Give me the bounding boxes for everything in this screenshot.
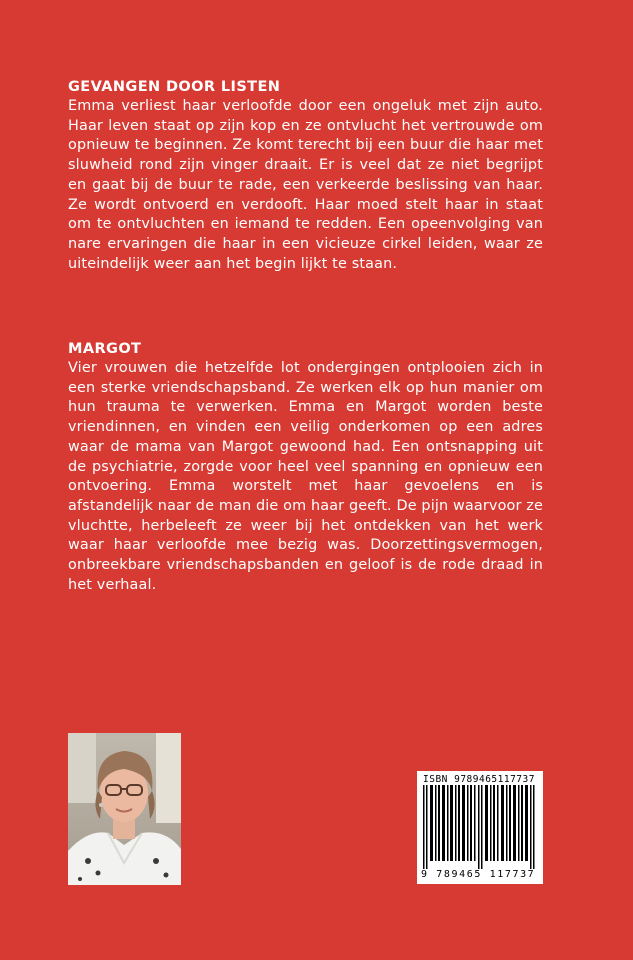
section-heading: MARGOT — [68, 341, 142, 357]
section-body: Emma verliest haar verloofde door een ongeluk met zijn auto. Haar leven staat op zijn kop en ze ontvlucht het vertrouwde om opnieuw te beginnen. Ze komt terecht bij een buur die haar met sluwheid rond zijn vinger draait. Er is veel dat ze niet begrijpt en gaat bij de buur te rade, een verkeerde beslissing van haar. Ze wordt ontvoerd en verdooft. Haar moed stelt haar in staat om te ontvluchten en iemand te redden. Een opeenvolging van nare ervaringen die haar in een vicieuze cirkel leiden, waar ze uiteindelijk weer aan het begin lijkt te staan. — [68, 98, 543, 272]
isbn-label: ISBN 9789465117737 — [423, 774, 535, 785]
isbn-digits: 9 789465 117737 — [421, 869, 536, 880]
section-margot — [68, 340, 543, 595]
section-body: Vier vrouwen die hetzelfde lot ondergingen ontplooien zich in een sterke vriendschapsband. Ze werken elk op hun manier om hun trauma te verwerken. Emma en Margot worden beste vriendinnen, en vinden een veilig onderkomen op een adres waar de mama van Margot gewoond had. Een ontsnapping uit de psychiatrie, zorgde voor heel veel spanning en opnieuw een ontvoering. Emma worstelt met haar gevoelens en is afstandelijk naar de man die om haar geeft. De pijn waarvoor ze vluchtte, herbeleeft ze weer bij het ontdekken van het werk waar haar verloofde mee bezig was. Doorzettingsvermogen, onbreekbare vriendschapsbanden en geloof is de rode draad in het verhaal. — [68, 360, 543, 593]
isbn-barcode — [417, 771, 543, 884]
section-gevangen-door-listen — [68, 78, 543, 274]
barcode-bars — [421, 785, 539, 869]
section-heading: GEVANGEN DOOR LISTEN — [68, 79, 281, 95]
author-photo — [68, 733, 181, 885]
